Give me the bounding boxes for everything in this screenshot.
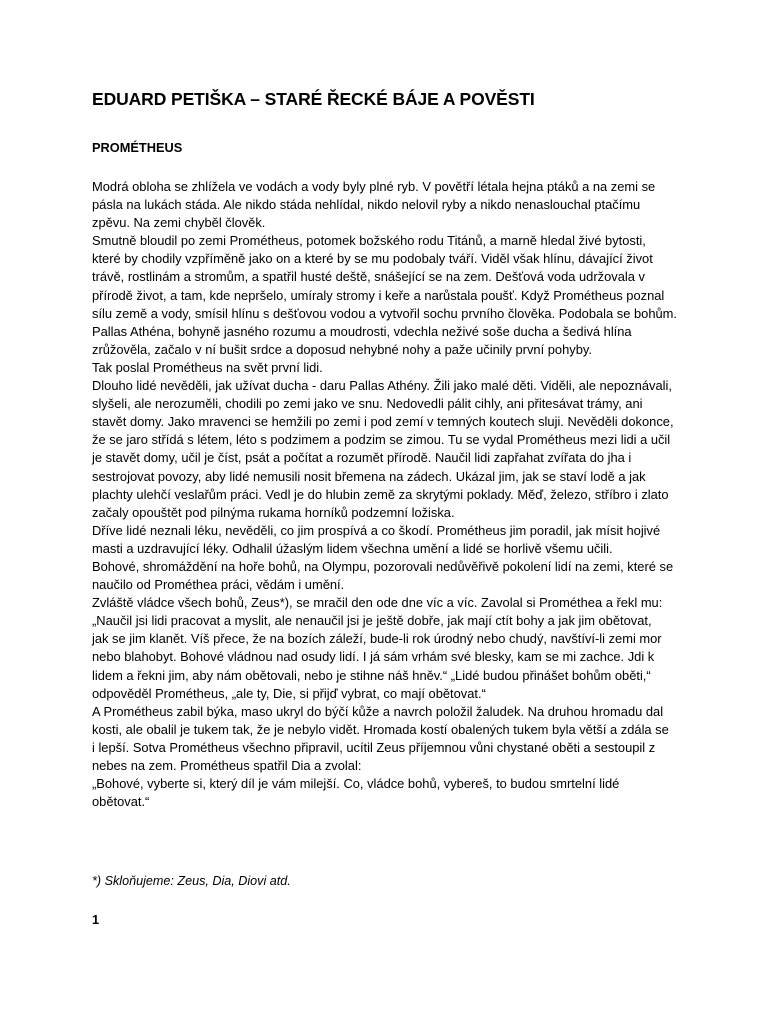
text-line: sestrojovat povozy, aby lidé nemusili nosit břemena na zádech. Ukázal jim, jak se staví lodě a jak (92, 468, 646, 484)
text-line: masti a uzdravující léky. Odhalil úžaslým lidem všechna umění a lidé se horlivě všemu učili. (92, 540, 613, 556)
text-line: pásla na lukách stáda. Ale nikdo stáda nehlídal, nikdo nelovil ryby a nikdo nenaslouchal ptačímu (92, 197, 641, 213)
text-line: Modrá obloha se zhlížela ve vodách a vody byly plné ryb. V povětří létala hejna ptáků a na zemi se (92, 179, 656, 194)
text-line: Zvláště vládce všech bohů, Zeus*), se mračil den ode dne víc a víc. Zavolal si Prométhea a řekl mu: (92, 595, 663, 611)
document-title: EDUARD PETIŠKA – STARÉ ŘECKÉ BÁJE A POVĚSTI (92, 89, 535, 109)
text-line: lidem a řekni jim, aby nám obětovali, nebo je stihne náš hněv.“ „Lidé budou přinášet bohům oběti,“ (92, 667, 651, 683)
text-line: trávě, rostlinám a stromům, a spatřil husté deště, snášející se na zem. Dešťová voda udržovala v (92, 269, 645, 285)
text-line: „Bohové, vyberte si, který díl je vám milejší. Co, vládce bohů, vybereš, to budou smrtelní lidé (92, 776, 620, 792)
text-line: plachty ulehčí veslařům práci. Vedl je do hlubin země za skrytými poklady. Měď, železo, stříbro i zlato (92, 486, 669, 502)
text-line: „Naučil jsi lidi pracovat a myslit, ale nenaučil jsi je ještě dobře, jak mají ctít bohy a jak jim obětovat, (92, 613, 652, 629)
body-text (92, 178, 692, 811)
section-title: PROMÉTHEUS (92, 140, 183, 155)
text-line: Dlouho lidé nevěděli, jak užívat ducha - daru Pallas Athény. Žili jako malé děti. Viděli, ale nepoznávali, (92, 378, 672, 394)
text-line: odpověděl Prométheus, „ale ty, Die, si přijď vybrat, co mají obětovat.“ (92, 685, 486, 701)
text-line: že se jaro střídá s létem, léto s podzimem a podzim se zimou. Tu se vydal Prométheus mezi lidi a učil (92, 432, 671, 448)
text-line: které by chodily vzpříměně jako on a které by se mu podobaly tváří. Viděl však hlínu, dávající život (92, 251, 653, 267)
text-line: začaly opouštět pod pilnýma rukama horníků podzemní ložiska. (92, 504, 455, 520)
page-number: 1 (92, 912, 100, 927)
text-line: stavět domy. Jako mravenci se hemžili po zemi i pod zemí v temných koutech sluji. Nevěděli dokonce, (92, 414, 674, 430)
text-line: Bohové, shromáždění na hoře bohů, na Olympu, pozorovali nedůvěřivě pokolení lidí na zemi, které se (92, 558, 674, 574)
text-line: obětovat.“ (92, 794, 150, 810)
text-line: zpěvu. Na zemi chyběl člověk. (92, 215, 266, 231)
text-line: zrůžověla, začalo v ní bušit srdce a doposud nehybné nohy a paže učinily první pohyby. (92, 341, 592, 357)
text-line: i lepší. Sotva Prométheus všechno připravil, ucítil Zeus příjemnou vůni chystané oběti a sestoupil z (92, 739, 656, 755)
footnote: *) Skloňujeme: Zeus, Dia, Diovi atd. (92, 874, 291, 888)
text-line: přírodě život, a tam, kde nepršelo, umíraly stromy i keře a narůstala poušť. Když Prométheus poznal (92, 287, 665, 303)
text-line: Smutně bloudil po zemi Prométheus, potomek božského rodu Titánů, a marně hledal živé bytosti, (92, 233, 646, 249)
text-line: sílu země a vody, smísil hlínu s dešťovou vodou a vytvořil sochu prvního člověka. Podobala se bohům. (92, 305, 677, 321)
text-line: Pallas Athéna, bohyně jasného rozumu a moudrosti, vdechla neživé soše ducha a šedivá hlína (92, 323, 632, 339)
text-line: nebes na zem. Prométheus spatřil Dia a zvolal: (92, 758, 362, 773)
text-line: kosti, ale obalil je tukem tak, že je nebylo vidět. Hromada kostí obalených tukem byla větší a zdála se (92, 721, 669, 737)
text-line: naučilo od Prométhea práci, vědám i umění. (92, 577, 345, 593)
text-line: slyšeli, ale nerozuměli, chodili po zemi jako ve snu. Nedovedli pálit cihly, ani přitesávat trámy, ani (92, 396, 643, 412)
text-line: Dříve lidé neznali léku, nevěděli, co jim prospívá a co škodí. Prométheus jim poradil, jak mísit hojivé (92, 522, 661, 538)
text-line: nebo blahobyt. Bohové vládnou nad osudy lidí. I já sám vrhám své blesky, kam se mi zachce. Jdi k (92, 649, 655, 665)
text-line: Tak poslal Prométheus na svět první lidi. (92, 359, 323, 375)
text-line: A Prométheus zabil býka, maso ukryl do býčí kůže a navrch položil žaludek. Na druhou hromadu dal (92, 703, 664, 719)
text-line: je stavět domy, učil je číst, psát a počítat a rozumět přírodě. Naučil lidi zapřahat zvířata do jha i (92, 450, 632, 466)
text-line: jak se jim klanět. Víš přece, že na bozích záleží, bude-li rok úrodný nebo chudý, navštíví-li zemi mor (92, 631, 662, 647)
